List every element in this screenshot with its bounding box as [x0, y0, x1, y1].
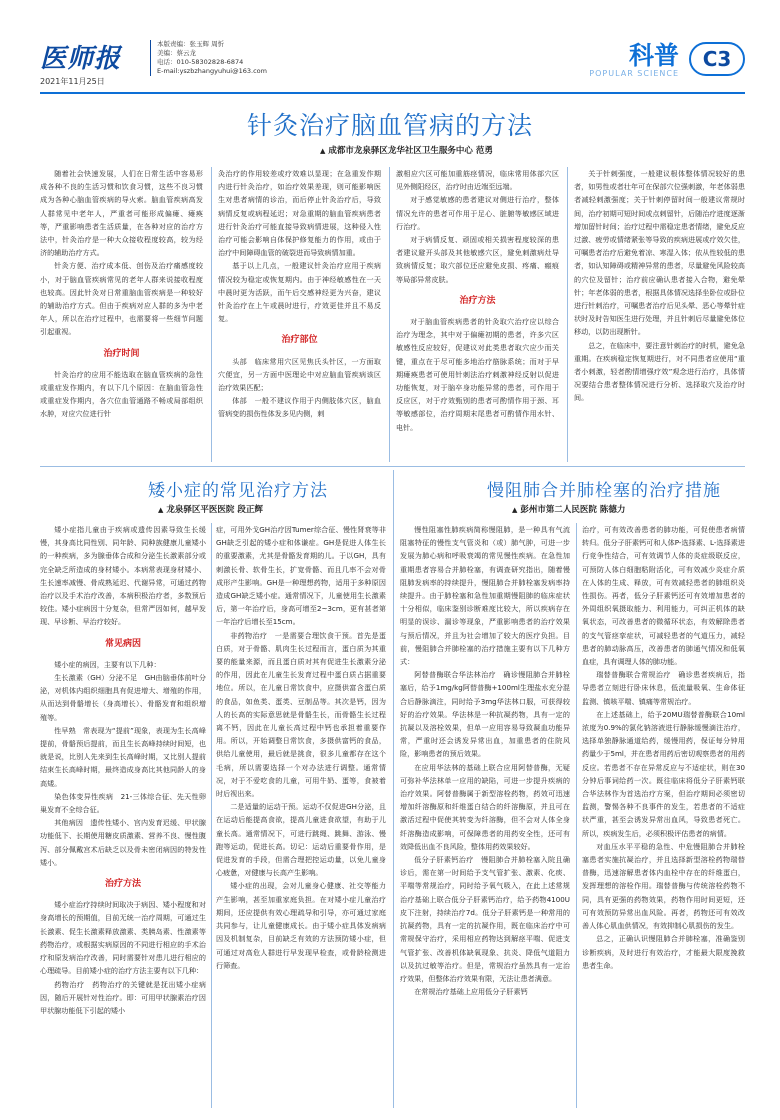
article1-title: 针灸治疗脑血管病的方法: [246, 111, 533, 140]
paragraph: 二是适量的运动干预。运动不仅促进GH分泌，且在运动后能提高食欲，提高儿童进食欲望，有助于儿童长高。通常情况下，可进行跳绳、跳舞、游泳、慢跑等运动，促进长高。切记：运动后重要骨作用，是促进发育的手段，但需合理把控运动量，以免儿童身心疲惫，对健康与长高产生影响。: [216, 802, 386, 878]
paragraph: 药物治疗 药物治疗的关键就是抚出矮小症病因，随后开展针对性治疗。即：可用甲状腺素治疗因甲状腺功能低下引起的矮小: [40, 979, 206, 1015]
paragraph: 对于脑血管疾病患者的针灸取穴治疗应以综合治疗为理念，其中对于偏瘫初期的患者，许多穴区敏感性反应较好，促建议对此类患者取穴应少而关键，重点在于尽可能多地治疗筋脉系统；而对于早期瘫痪患者可使用针刺法治疗刺激神经反射以促进功能恢复，对于脑卒身功能异常的患者，可作用于反应区，对于疗效甄别的患者可酌情作用于颈、耳等敏感部位，治疗周期末尾患者可酌情作用水针、电针。: [396, 317, 559, 432]
paragraph: 对于感觉敏感的患者建议对侧进行治疗，整体情况允许的患者可作用于足心、脏腑等敏感区域进行治疗。: [396, 195, 559, 231]
triangle-icon: ▲: [158, 506, 164, 514]
article1-column-1: [40, 167, 203, 462]
email-line: E-mail:yszbzhangyuhui@163.com: [157, 67, 267, 75]
subheading-treatment: 治疗方法: [104, 879, 141, 890]
paragraph: 性早熟 常表现为“提前”现象，表现为生长高峰提前，骨骼预后提前，而且生长高峰持续时间短，也就是说，比别人先来到生长高峰时期，又比别人提前结束生长高峰时期，最终造成身高比其他同龄人的身高矮。: [40, 725, 206, 788]
article1-column-3: [396, 167, 559, 462]
paragraph: 随着社会快速发展，人们在日常生活中容易形成各种不良的生活习惯和饮食习惯，这些不良习惯成为各种心脑血管疾病的导火索。脑血管疾病高发人群常见中老年人，严重者可能形成偏瘫、瘫痪等，严重影响患者生活质量，在各种对应的治疗方法中，针灸治疗是一种大众接收程度较高，较为经济的辅助治疗方式。: [40, 169, 203, 258]
paragraph: 慢性阻塞性肺疾病简称慢阻肺，是一种具有气流阻塞特征的慢性支气管炎和（或）肺气肿，可进一步发展为肺心病和呼吸衰竭的常见慢性疾病。在急性加重期患者容易合并肺栓塞，有调查研究指出，随着慢阻肺发病率的持续提升，慢阻肺合并肺栓塞发病率持续提升。由于肺栓塞和急性加重期慢阻肺的临床症状十分相似，临床鉴别诊断难度比较大，所以疾病存在明显的误诊、漏诊等现象，严重影响患者的治疗效果与预后情况，并且为社会增加了较大的医疗负担。目前，慢阻肺合并肺栓塞的治疗措施主要有以下几种方式：: [400, 525, 570, 667]
paragraph: 对血压水平平稳的急性、中危慢阻肺合并肺栓塞患者实施抗凝治疗，并且选择新型溶栓药物瑞替普酶，迅速溶解患者体内血栓中存在的纤维蛋白，发挥理想的溶栓作用。瑞替普酶与传统溶栓药物不同，具有更强的药物效果，药物作用时间更短，还可有效预防异常出血风险。再者，药物还可有效改善人体心肌血供情况，有效抑制心肌损伤的发生。: [582, 841, 745, 931]
column-divider: [576, 523, 577, 1108]
paragraph: 生长激素（GH）分泌不足 GH由脑垂体前叶分泌，对机体内组织细胞具有促进增大、增殖的作用，从而达到骨骼增长（身高增长）、骨骼发育和组织增殖等。: [40, 673, 206, 722]
paragraph: 总之，在临床中，要注意针刺治疗的时机，避免急重期。在疾病稳定恢复期进行，对不同患者应使用“重者小刺激，轻者酌情增强疗效”观念进行治疗，具体情况要结合患者整体情况进行分析、选择取穴及治疗时间。: [574, 340, 745, 403]
paragraph: 阿替普酶联合华法林治疗 确诊慢阻肺合并肺栓塞后，给予1mg/kg阿替普酶+100ml生理盐水充分混合后静脉滴注，同时给予3mg华法林口服，可获得较好的治疗效果。华法林是一种抗凝药物，具有一定的抗凝以及溶栓效果，但单一应用容易导致凝血功能异常，严重时还会诱发异常出血，加重患者的住院风险，影响患者的预后效果。: [400, 670, 570, 759]
article1-byline: [320, 144, 493, 156]
section-subtitle: POPULAR SCIENCE: [589, 69, 679, 78]
masthead: [40, 36, 745, 88]
page-number: C3: [689, 42, 745, 76]
paragraph: 总之，正确认识慢阻肺合并肺栓塞，准确鉴别诊断疾病，及时进行有效治疗，才能最大限度挽救患者生命。: [582, 934, 745, 970]
paragraph: 瑞替普酶联合常规治疗 确诊患者疾病后，指导患者立刻进行卧床休息，低流量吸氧、生命体征监测、镇咳平喘、镇痛等常规治疗。: [582, 670, 745, 706]
article3-byline: [512, 503, 625, 515]
paragraph: 对于病情反复、顽固或相关损害程度较深的患者建议避开头部及其他敏感穴区，避免刺激病灶导致病情反复；取穴部位还应避免皮损、疼痛、瘢痕等局部异常皮肤。: [396, 235, 559, 284]
paragraph: 矮小症治疗持续时间取决于病因、矮小程度和对身高增长的预期值，目前无统一治疗周期，可通过生长激素、促生长激素释放激素、类胰岛素、性激素等药物治疗，或根据实病原因的不同进行相应的手术治疗和原发病治疗改善，同时需要针对患儿进行相应的心理疏导。目前矮小症的治疗方法主要有以下几种：: [40, 900, 206, 976]
paragraph: 关于针刺强度，一般建议根体整体情况较好的患者，如男性或者壮年可在保部穴位强刺激，年老体弱患者减轻刺激强度；关于针刺停留时间一般建议常规时间，治疗初期可短时间或点刺留针，后随治疗进度逐渐增加留针时间；治疗过程中需稳定患者情绪，避免反应过激、疲劳或情绪紧张等导致的疾病进展或疗效欠佳，可嘱患者治疗后避免着凉、寒湿入体；依从性较低的患者，如认知障碍或精神异常的患者，尽量避免风险较高的穴位及留针；治疗前应确认患者接入合物，避免晕针；年老体弱的患者，根据具体情况选择坐卧位或卧位进行针刺治疗，可嘱患者治疗后见头晕、恶心等晕针症状时及时告知医生进行处理，并且针刺后尽量避免体位移动，以防出现断针。: [574, 169, 745, 337]
triangle-icon: ▲: [320, 147, 326, 155]
article1-column-4: [574, 167, 745, 462]
paragraph: 在常规治疗基础上应用低分子肝素钙: [414, 987, 528, 997]
subheading-method: 治疗方法: [459, 295, 496, 306]
article2-title: 矮小症的常见治疗方法: [148, 481, 328, 501]
paragraph: 灸治疗的作用较差或疗效难以显现；在急重发作期内进行针灸治疗，如治疗效果差现，则可能影响医生对患者病情的诊治，而后停止针灸治疗后，导致病情反复或病程延迟；对急重期的脑血管疾病患者进行针灸治疗可能直接导致病情进展，这种侵入性治疗可能会影响自体保护修复能力的作用，或由于治疗中间障碍血管的破裂进而导致病情加重。: [218, 169, 381, 258]
subheading-causes: 常见病因: [104, 638, 141, 649]
paragraph: 低分子肝素钙治疗 慢阻肺合并肺栓塞入院且确诊后，需在第一时间给予支气管扩张、激素、化痰、平喘等常规治疗，同时给予氧气吸入，在此上述常规治疗基础上联合低分子肝素钙治疗，给予药物4100U皮下注射，持续治疗7d。低分子肝素钙是一种常用的抗凝药物，具有一定的抗凝作用，既在临床治疗中可常规保守治疗，采用相应药物达到解痉平喘、促进支气管扩张、改善机体缺氧现象、抗炎、降低气道阻力以及抗过敏等治疗。但是，常规治疗虽然具有一定治疗效果，但整体治疗效果有限，无法让患者满意。: [400, 855, 570, 983]
triangle-icon: ▲: [512, 506, 518, 514]
masthead-rule: [40, 92, 745, 94]
column-divider: [389, 167, 390, 462]
column-divider: [211, 167, 212, 462]
editor-line: 本版责编：张玉辉 周忻: [157, 40, 225, 48]
editor-info: [150, 40, 267, 76]
paragraph: 非药物治疗 一是需要合理饮食干预。首先是蛋白质，对于骨骼、肌肉生长过程而言，蛋白质为其重要的能量来源，而且蛋白质对其有促进生长激素分泌的作用，因此在儿童生长发育过程中蛋白质占据重要地位。所以，在儿童日常饮食中，应摄供富含蛋白质的食品，如鱼类、蛋类、豆制品等。其次是钙，因为人的长高的实际意思就是骨骼生长，而骨骼生长过程离不钙，因此在儿童长高过程中钙也承担着重要作用。所以，开始调整日常饮食，多摄供富钙的食品，供给儿童使用，最后就是挑食，很多儿童都存在这个毛病，所以需要选择一个对办法进行调整。通常情况，对于不爱吃食的儿童，可用牛奶、蛋等，食被着时后视出来。: [216, 630, 386, 799]
article3-column-2: [582, 523, 745, 1108]
subheading-location: 治疗部位: [281, 335, 318, 346]
designer-line: 美编：蔡云龙: [157, 49, 196, 57]
article2-byline-text: 龙泉驿区平医医院 段正辉: [166, 505, 263, 515]
section-divider: [40, 466, 745, 467]
paragraph: 在应用华法林的基础上联合应用阿替普酶，无疑可弥补华法林单一应用的缺陷，可进一步提升疾病的治疗效果。阿替普酶属于新型溶栓药物，药效可迅速增加纤溶酶原和纤维蛋白结合的纤溶酶原，并且可在激活过程中促使其转变为纤溶酶，但不会对人体全身纤溶酶造成影响，可保障患者的用药安全性，还可有效降低出血不良风险，整体用药效果较好。: [400, 762, 570, 851]
article3-byline-text: 彭州市第二人民医院 陈德力: [520, 505, 626, 515]
paragraph: 矮小症的病因，主要有以下几种：: [54, 659, 161, 669]
paragraph: 体部 一般不建议作用于内侧肢体穴区，脑血管病变的损伤性体发多见内侧，刺: [218, 396, 381, 419]
paragraph: 其他病因 遗传性矮小、宫内发育迟缓、甲状腺功能低下、长期使用糖皮质激素、营养不良、慢性腹泻、部分佩戴宫术后缺乏以及骨未密闭病因的特发性矮小。: [40, 818, 206, 867]
subheading-timing: 治疗时间: [103, 348, 140, 359]
article1-column-2: [218, 167, 381, 462]
paragraph: 激相应穴区可能加重筋痉情况，临床常用体部穴区见外侧阳经区，治疗时由近端至远端。: [396, 169, 559, 192]
article-divider: [393, 470, 394, 1108]
article3-title: 慢阻肺合并肺栓塞的治疗措施: [487, 481, 721, 501]
paragraph: 治疗，可有效改善患者的肺功能，可促使患者病情转归。低分子肝素钙可和人体P-选择素、L-选择素进行竞争性结合，可有效调节人体的炎症级联反应，可预防人体白细胞粘附活化，可有效减少炎症介质在人体的生成、释放，可有效减轻患者的肺组织炎性损伤。再者，低分子肝素钙还可有效增加患者的外周组织氧摄取能力、利用能力，可纠正机体的缺氧状态，可改善患者的微循环状态，有效解除患者的支气管痉挛症状，可减轻患者的气道压力，减轻患者的肺动脉高压，改善患者的肺通气情况和低氧血症，具有调理人体的肺功能。: [582, 525, 745, 667]
article2-column-2: [216, 523, 386, 1108]
article2-column-1: [40, 523, 206, 1108]
section-title: 科普: [628, 41, 679, 70]
column-divider: [567, 167, 568, 462]
paragraph: 头部 临床常用穴区见焦氏头针区，一方面取穴便宜，另一方面中医理论中对应脑血管疾病该区治疗效果匹配；: [218, 356, 381, 393]
phone-line: 电话：010-58302828-6874: [157, 58, 244, 66]
article1-byline-text: 成都市龙泉驿区龙华社区卫生服务中心 范勇: [328, 146, 493, 156]
paragraph: 染色体变异性疾病 21-三体综合征、先天性卵巢发育不全综合征。: [40, 791, 206, 815]
paragraph: 针灸治疗的应用不能选取在脑血管疾病的急性或重症发作期内，有以下几个原因：在脑血管急性或重症发作期内，各穴位血管通路不畅或局部组织水肿，对应穴位进行针: [40, 369, 203, 419]
newspaper-logo: 医师报: [40, 44, 122, 74]
paragraph: 矮小症的出现，会对儿童身心健康、社交等能力产生影响，甚至加重家庭负担。在对矮小症儿童治疗期间，还应提供有效心理疏导和引导，亦可通过家庭共同参与，让儿童健康成长。由于矮小症具体发病病因及机制复杂，目前缺乏有效的方法预防矮小症，但可通过对高危人群进行早发现早检查，或骨龄检测进行筛查。: [216, 881, 386, 970]
issue-date: 2021年11月25日: [40, 77, 105, 86]
article2-byline: [158, 503, 263, 515]
paragraph: 矮小症指儿童由于疾病或遗传因素导致生长缓慢，其身高比同性别、同年龄、同种族健康儿童矮小的一种疾病，多为腺垂体合成和分泌生长激素部分或完全缺乏所造成的身材矮小。本病常表现身材矮小、生长速率减慢、骨成熟延迟、代谢异常，可通过药物治疗以及手术治疗改善，本病积极治疗者，多数预后较佳。矮小症病因十分复杂，但常严因如何，越早发现、早诊断、早治疗较好。: [40, 525, 206, 627]
column-divider: [211, 523, 212, 1108]
paragraph: 症，可用外戈GH治疗因Tumer综合征、慢性肾衰等非GH缺乏引起的矮小症和体谦症。GH是促进人体生长的重要激素，尤其是骨骼发育期的儿。于以GH，具有刺激长骨、软骨生长，扩宽骨骼、而且几率不会对骨成形产生影响。GH是一种理想药物，适用于多种原因造成GH缺乏矮小症。通常情况下，儿童使用生长激素后，第一年治疗后，身高可增至2~3cm，更有甚者第一年治疗后增长至15cm。: [216, 525, 386, 627]
article3-column-1: [400, 523, 570, 1108]
paragraph: 基于以上几点，一般建议针灸治疗应用于疾病情况较为稳定或恢复期内。由于神经敏感性在一天中晨时更为活跃，而午后交感神经更为兴奋，建议针灸治疗在上午或晨时进行，疗效更佳并且不易反复。: [218, 261, 381, 324]
paragraph: 针灸方便、治疗成本低、创伤及治疗痛感度较小，对于脑血管疾病常见的老年人群来说接收程度也较高。因此针灸对日常重脑血管疾病是一种较好的辅助治疗方式。但由于疾病对应人群的多为中老年人，所以在治疗过程中，也需要将一些细节问题引起重视。: [40, 261, 203, 337]
paragraph: 在上述基础上，给予20MU瑞替普酶联合10ml浓度为0.9%的氯化钠溶液进行静脉缓慢滴注治疗，选择单独静脉通道给药，缓慢用药，保证每分钟用药量少于5ml，并在患者用药后密切观察患者的用药反应。若患者不存在异常反应与不适症状，则在30分钟后事词给药一次。既往临床将低分子肝素钙联合华法林作为首选治疗方案，但治疗期间必须密切监测，警惕各种不良事件的发生，若患者的不适症状严重，甚至会诱发异常出血风，导致患者死亡。所以，疾病发生后，必须积极评估患者的病情。: [582, 709, 745, 838]
